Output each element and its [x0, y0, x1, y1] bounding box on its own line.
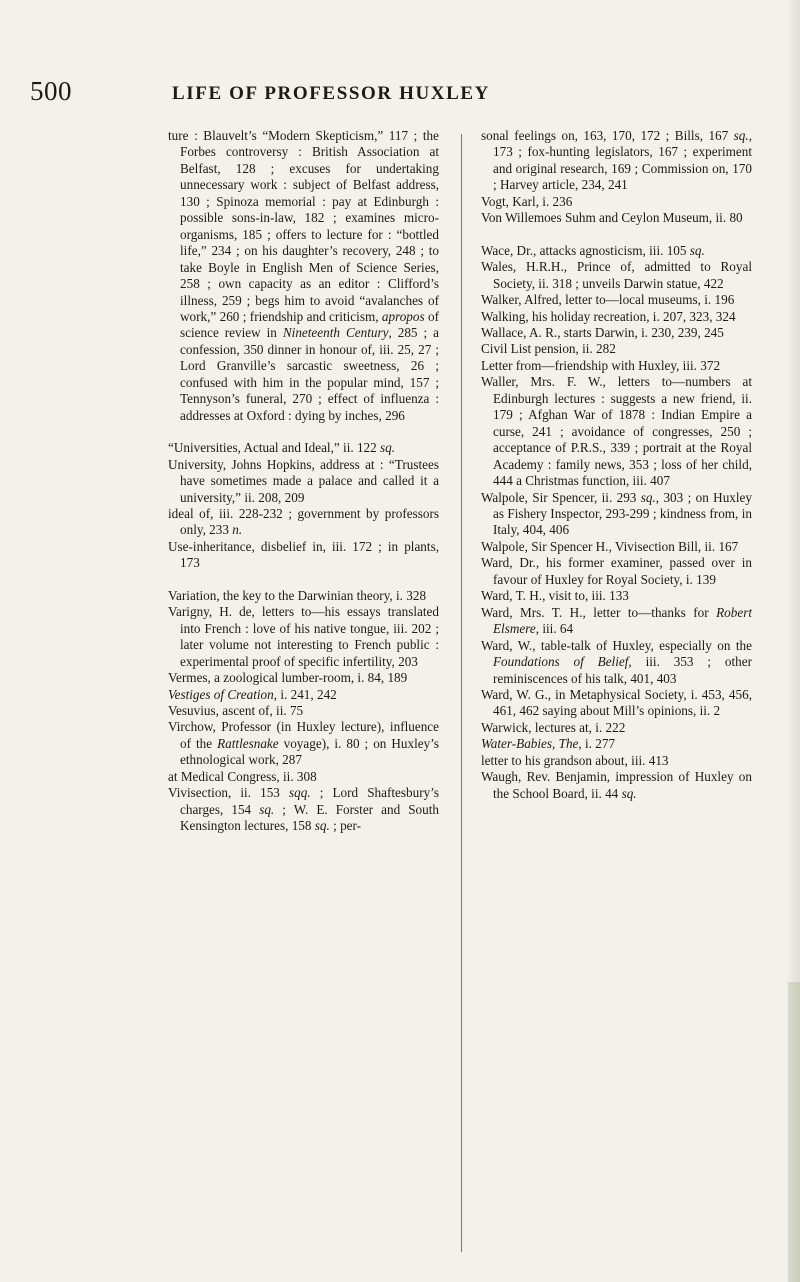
index-entry: Walker, Alfred, letter to—local museums, i. 196 [481, 292, 735, 308]
index-entry: Letter from—friendship with Huxley, iii. 372 [481, 357, 721, 373]
index-entry: Wace, Dr., attacks agnosticism, iii. 105 sq. [481, 242, 705, 258]
index-entry: at Medical Congress, ii. 308 [168, 768, 317, 784]
index-entry: Variation, the key to the Darwinian theory, i. 328 [168, 587, 427, 603]
index-entry: Ward, W., table-talk of Huxley, especially on the Foundations of Belief, iii. 353 ; other reminiscences of his talk, 401, 403 [481, 637, 752, 686]
index-column-right [481, 128, 752, 802]
index-entry: Vestiges of Creation, i. 241, 242 [168, 686, 337, 702]
index-entry: Vermes, a zoological lumber-room, i. 84, 189 [168, 670, 408, 686]
index-entry: sonal feelings on, 163, 170, 172 ; Bills, 167 sq., 173 ; fox-hunting legislators, 167 ; experiment and original research, 169 ; Commission on, 170 ; Harvey article, 234, 241 [481, 128, 752, 193]
index-column-left [168, 128, 439, 835]
index-entry: letter to his grandson about, iii. 413 [481, 752, 669, 768]
index-columns [168, 128, 758, 1258]
index-entry: Water-Babies, The, i. 277 [481, 736, 616, 752]
index-entry: Ward, Dr., his former examiner, passed over in favour of Huxley for Royal Society, i. 139 [481, 555, 752, 587]
index-entry: Virchow, Professor (in Huxley lecture), influence of the Rattlesnake voyage), i. 80 ; on Huxley’s ethnological work, 287 [168, 719, 439, 768]
index-entry: “Universities, Actual and Ideal,” ii. 122 sq. [168, 440, 396, 456]
index-entry: Vivisection, ii. 153 sqq. ; Lord Shaftesbury’s charges, 154 sq. ; W. E. Forster and South Kensington lectures, 158 sq. ; per- [168, 785, 439, 834]
index-entry: ture : Blauvelt’s “Modern Skepticism,” 117 ; the Forbes controversy : British Association at Belfast, 128 ; excuses for undertaking unnecessary work : subject of Belfast address, 130 ; Spinoza memorial : pay at Edinburgh : possible sons-in-law, 182 ; examines micro-organisms, 185 ; offers to lecture for : “bottled life,” 234 ; on his daughter’s recovery, 248 ; to take Boyle in English Men of Science Series, 258 ; own capacity as an editor : Clifford’s illness, 259 ; begs him to avoid “avalanches of work,” 260 ; friendship and criticism, apropos of science review in Nineteenth Century, 285 ; a confession, 350 dinner in honour of, iii. 25, 27 ; Lord Granville’s sarcastic sweetness, 26 ; confused with him in the popular mind, 157 ; Tennyson’s funeral, 270 ; effect of influenza : addresses at Oxford : dying by inches, 296 [168, 128, 439, 423]
page-edge-stain [788, 982, 800, 1282]
index-entry: Vogt, Karl, i. 236 [481, 193, 573, 209]
index-entry: Ward, W. G., in Metaphysical Society, i. 453, 456, 461, 462 saying about Mill’s opinions, ii. 2 [481, 686, 752, 719]
index-entry: Wales, H.R.H., Prince of, admitted to Royal Society, ii. 318 ; unveils Darwin statue, 422 [481, 259, 752, 291]
page-number: 500 [30, 76, 72, 106]
index-entry: Walpole, Sir Spencer, ii. 293 sq., 303 ; on Huxley as Fishery Inspector, 293-299 ; kindness from, in Italy, 404, 406 [481, 489, 752, 538]
index-entry: University, Johns Hopkins, address at : “Trustees have sometimes made a palace and called it a university,” ii. 208, 209 [168, 456, 439, 505]
index-entry: Ward, Mrs. T. H., letter to—thanks for Robert Elsmere, iii. 64 [481, 604, 752, 637]
index-entry: Von Willemoes Suhm and Ceylon Museum, ii. 80 [481, 210, 743, 226]
running-head: LIFE OF PROFESSOR HUXLEY [172, 83, 490, 104]
index-entry: Waugh, Rev. Benjamin, impression of Huxley on the School Board, ii. 44 sq. [481, 769, 752, 801]
index-entry: Wallace, A. R., starts Darwin, i. 230, 239, 245 [481, 324, 724, 340]
index-entry: Warwick, lectures at, i. 222 [481, 719, 626, 735]
index-entry: Walpole, Sir Spencer H., Vivisection Bill, ii. 167 [481, 538, 739, 554]
index-entry: Use-inheritance, disbelief in, iii. 172 ; in plants, 173 [168, 538, 439, 571]
index-entry: Vesuvius, ascent of, ii. 75 [168, 702, 304, 718]
index-entry: Varigny, H. de, letters to—his essays translated into French : love of his native tongue, iii. 202 ; later volume not interesting to French public : experimental proof of specific infertility, 203 [168, 604, 439, 669]
index-entry: Civil List pension, ii. 282 [481, 341, 616, 357]
index-entry: Walking, his holiday recreation, i. 207, 323, 324 [481, 308, 736, 324]
index-entry: ideal of, iii. 228-232 ; government by professors only, 233 n. [168, 505, 439, 538]
index-entry: Waller, Mrs. F. W., letters to—numbers at Edinburgh lectures : suggests a new friend, ii. 179 ; Afghan War of 1878 : Indian Empire a curse, 241 ; avoidance of congresses, 250 ; acceptance of P.R.S., 339 ; portrait at the Royal Academy : family news, 353 ; loss of her child, 444 a Christmas function, iii. 407 [481, 374, 752, 489]
column-divider [461, 134, 462, 1252]
index-entry: Ward, T. H., visit to, iii. 133 [481, 588, 629, 604]
